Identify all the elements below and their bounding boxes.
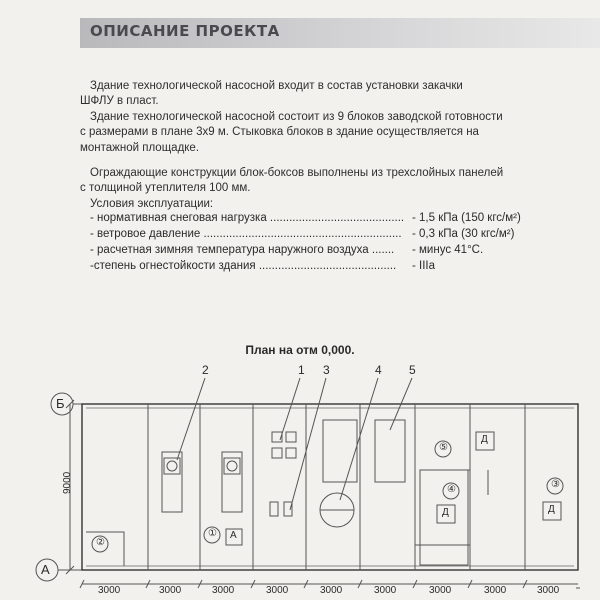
callout-number: 4 bbox=[375, 363, 382, 377]
block-dimension: 3000 bbox=[320, 585, 343, 596]
room-tag: А bbox=[230, 530, 237, 541]
conditions-heading: Условия эксплуатации: bbox=[90, 198, 214, 210]
condition-label: - ветровое давление .............................................................. bbox=[90, 228, 402, 240]
block-dimension: 3000 bbox=[484, 585, 507, 596]
plan-title: План на отм 0,000. bbox=[245, 343, 355, 357]
paragraph-line: Здание технологической насосной входит в состав установки закачки bbox=[90, 80, 463, 92]
room-number: ② bbox=[96, 537, 105, 548]
paragraph-line: монтажной площадке. bbox=[80, 142, 200, 154]
callout-number: 3 bbox=[323, 363, 330, 377]
paragraph-line: с толщиной утеплителя 100 мм. bbox=[80, 182, 251, 194]
room-tag: Д bbox=[442, 507, 449, 518]
height-dimension: 9000 bbox=[62, 471, 73, 494]
condition-value: - 1,5 кПа (150 кгс/м²) bbox=[412, 212, 521, 224]
condition-label: - расчетная зимняя температура наружного воздуха ....... bbox=[90, 244, 395, 256]
callout-number: 2 bbox=[202, 363, 209, 377]
block-dimension: 3000 bbox=[159, 585, 182, 596]
room-tag: Д bbox=[548, 504, 555, 515]
block-dimension: 3000 bbox=[429, 585, 452, 596]
paragraph-line: Ограждающие конструкции блок-боксов выполнены из трехслойных панелей bbox=[90, 167, 504, 179]
condition-value: - минус 41°С. bbox=[412, 244, 484, 256]
paragraph-line: Здание технологической насосной состоит из 9 блоков заводской готовности bbox=[90, 111, 503, 123]
block-dimension: 3000 bbox=[537, 585, 560, 596]
axis-label-top: Б bbox=[56, 396, 65, 411]
room-number: ⑤ bbox=[439, 442, 448, 453]
paragraph-line: с размерами в плане 3х9 м. Стыковка блоков в здание осуществляется на bbox=[80, 126, 479, 138]
condition-value: - 0,3 кПа (30 кгс/м²) bbox=[412, 228, 515, 240]
condition-label: -степень огнестойкости здания ........................................... bbox=[90, 260, 397, 272]
axis-label-bottom: А bbox=[41, 562, 50, 577]
page-title: ОПИСАНИЕ ПРОЕКТА bbox=[90, 22, 280, 40]
room-number: ① bbox=[208, 528, 217, 539]
room-tag: Д bbox=[481, 434, 488, 445]
block-dimension: 3000 bbox=[374, 585, 397, 596]
room-number: ③ bbox=[551, 479, 560, 490]
callout-number: 5 bbox=[409, 363, 416, 377]
block-dimension: 3000 bbox=[98, 585, 121, 596]
paragraph-line: ШФЛУ в пласт. bbox=[80, 95, 159, 107]
room-number: ④ bbox=[447, 484, 456, 495]
condition-label: - нормативная снеговая нагрузка .......................................... bbox=[90, 212, 405, 224]
block-dimension: 3000 bbox=[266, 585, 289, 596]
block-dimension: 3000 bbox=[212, 585, 235, 596]
condition-value: - IIIa bbox=[412, 260, 436, 272]
callout-number: 1 bbox=[298, 363, 305, 377]
